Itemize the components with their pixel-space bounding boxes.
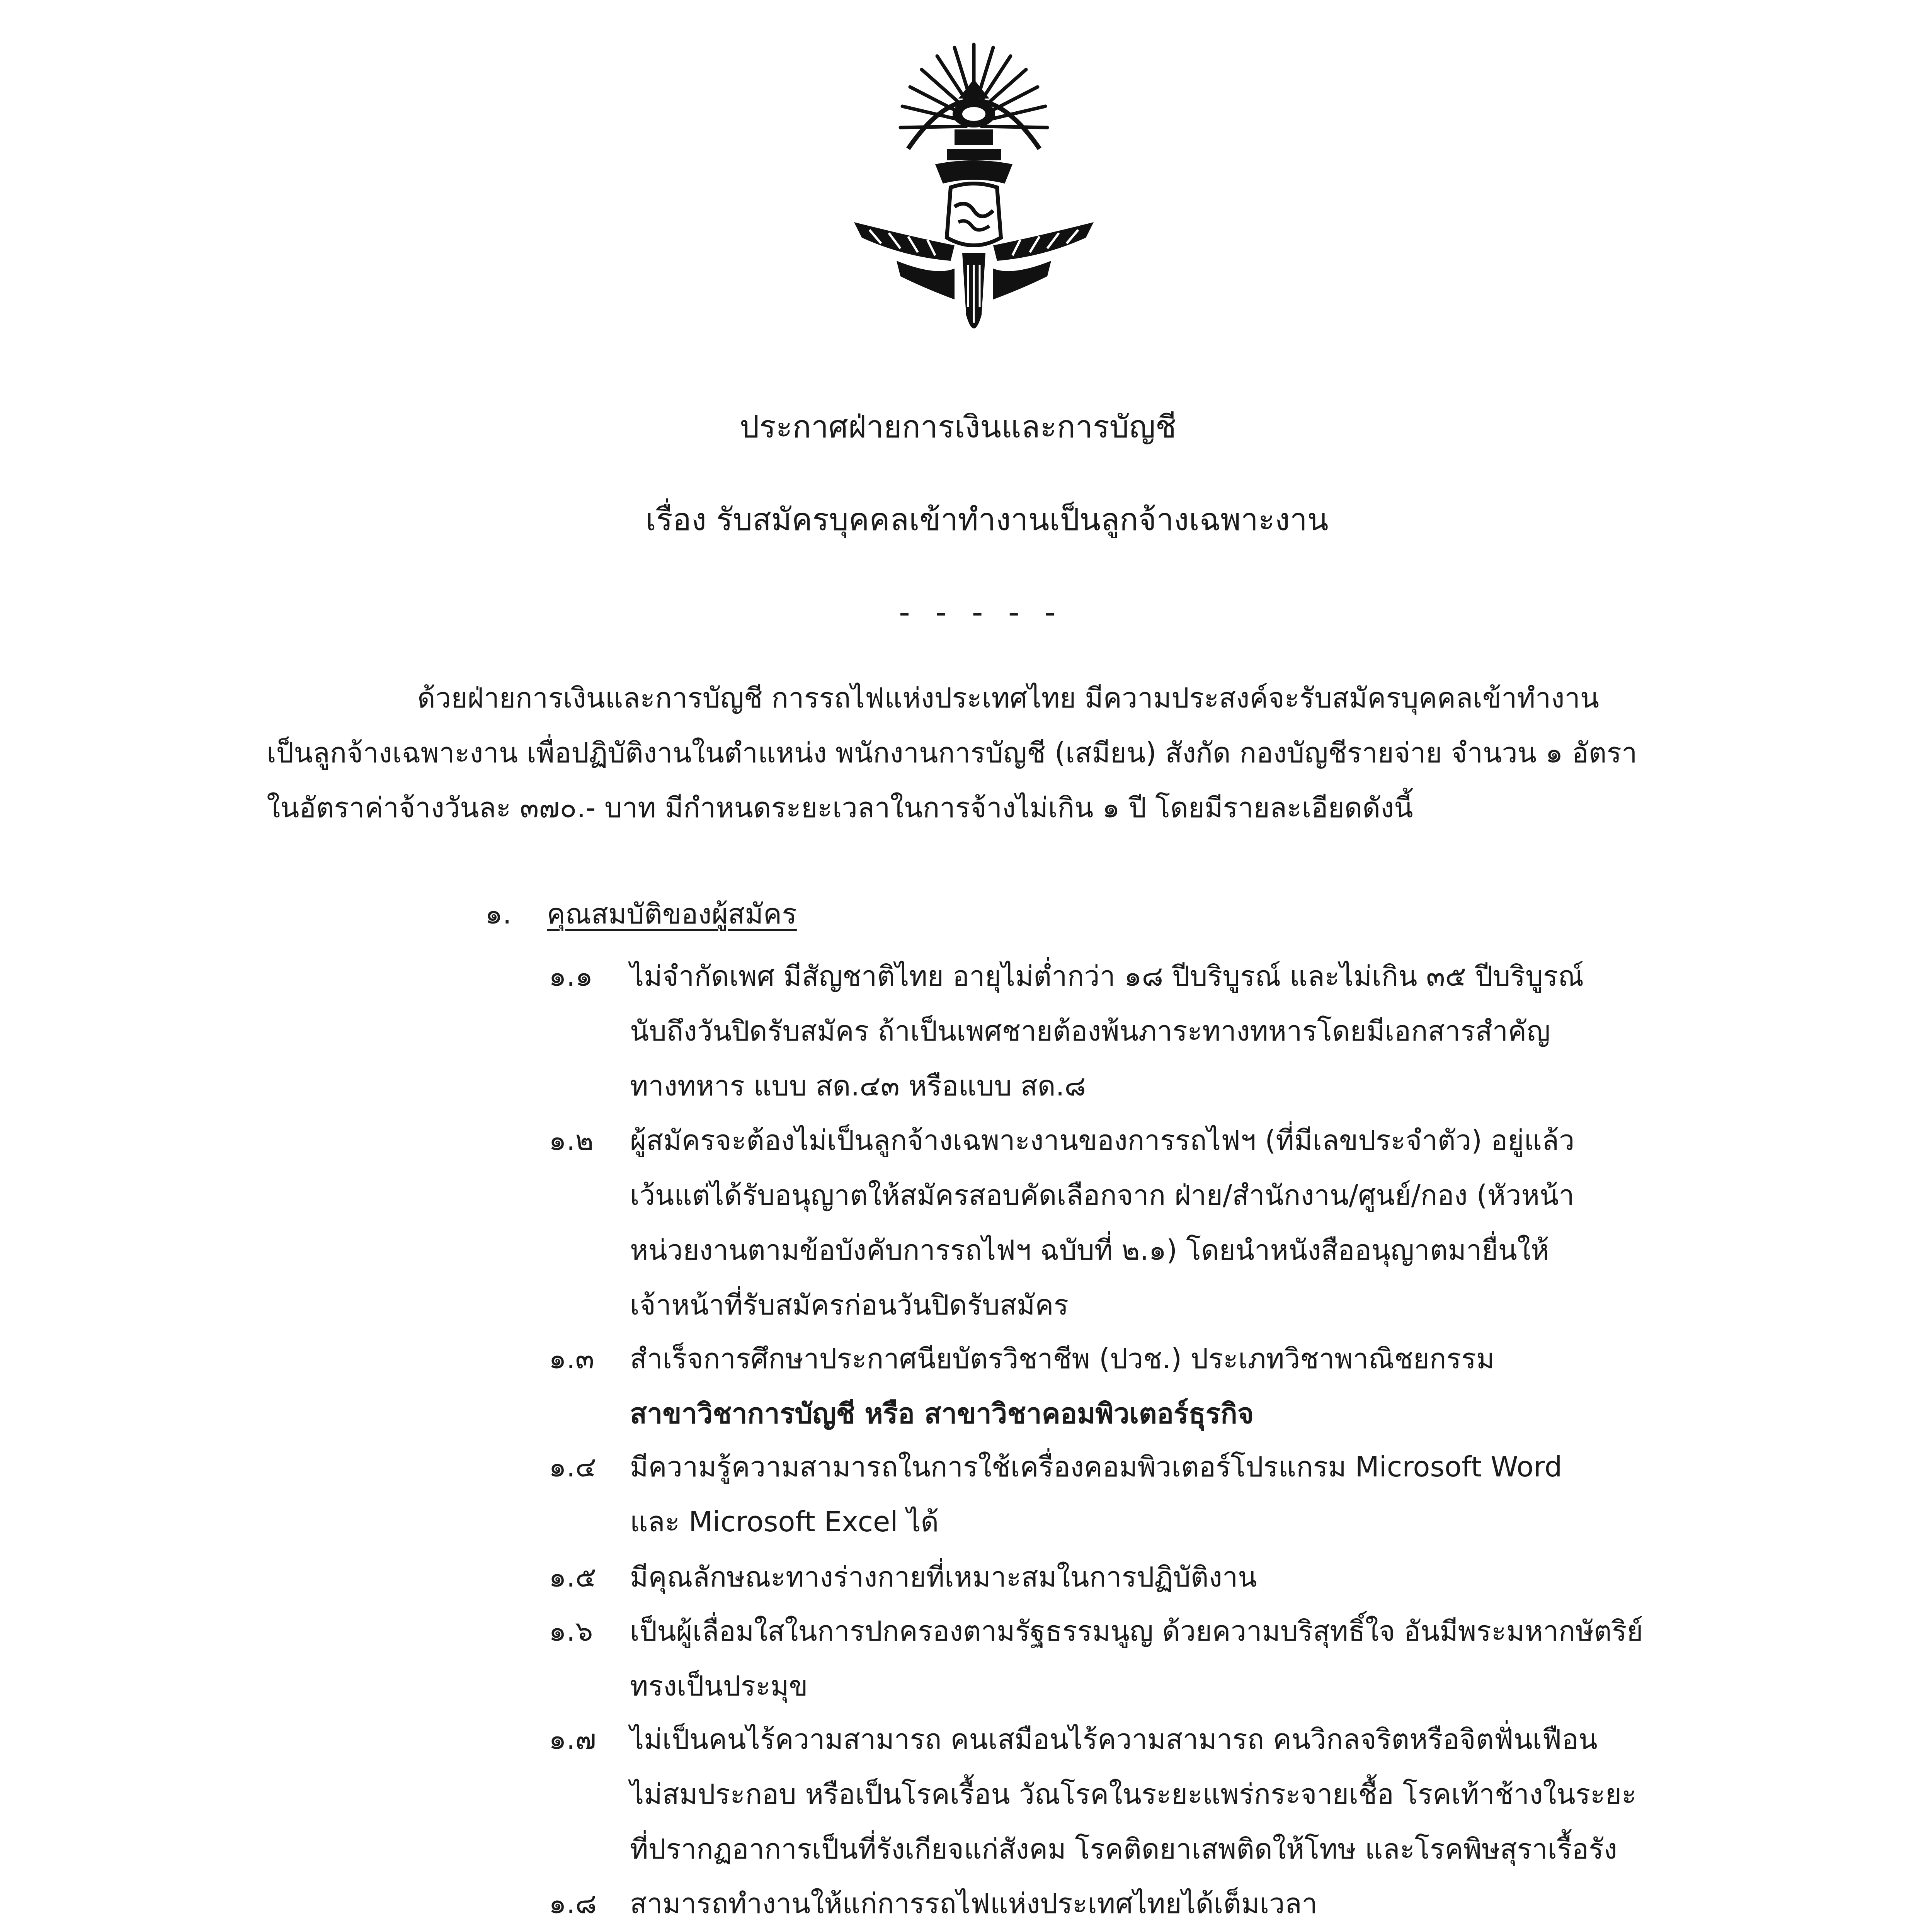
item-number [549, 1930, 596, 1932]
item-number: ๑.๓ [549, 1342, 594, 1375]
intro-paragraph [267, 670, 1774, 835]
item-line: มีความรู้ความสามารถในการใช้เครื่องคอมพิวเตอร์โปรแกรม Microsoft Word [630, 1451, 1562, 1483]
item-line: ผู้สมัครจะต้องไม่เป็นลูกจ้างเฉพาะงานของการรถไฟฯ (ที่มีเลขประจำตัว) อยู่แล้ว [630, 1124, 1575, 1156]
item-number: ๑.๑ [549, 960, 593, 992]
section-number: ๑. [485, 898, 512, 930]
item-line: สำเร็จการศึกษาประกาศนียบัตรวิชาชีพ (ปวช.) ประเภทวิชาพาณิชยกรรม [630, 1342, 1495, 1375]
intro-line: ในอัตราค่าจ้างวันละ ๓๗๐.- บาท มีกำหนดระยะเวลาในการจ้างไม่เกิน ๑ ปี โดยมีรายละเอียดดังนี้ [267, 791, 1413, 824]
intro-line: เป็นลูกจ้างเฉพาะงาน เพื่อปฏิบัติงานในตำแหน่ง พนักงานการบัญชี (เสมียน) สังกัด กองบัญชีรายจ่าย จำนวน ๑ อัตรา [267, 736, 1637, 769]
intro-line: ด้วยฝ่ายการเงินและการบัญชี การรถไฟแห่งประเทศไทย มีความประสงค์จะรับสมัครบุคคลเข้าทำงาน [417, 682, 1600, 714]
railway-emblem-icon [839, 37, 1109, 350]
item-number: ๑.๗ [549, 1723, 596, 1755]
item-number: ๑.๕ [549, 1561, 597, 1593]
item-line: เว้นแต่ได้รับอนุญาตให้สมัครสอบคัดเลือกจาก ฝ่าย/สำนักงาน/ศูนย์/กอง (หัวหน้า [630, 1179, 1574, 1211]
item-line: ไม่จำกัดเพศ มีสัญชาติไทย อายุไม่ต่ำกว่า ๑๘ ปีบริบูรณ์ และไม่เกิน ๓๕ ปีบริบูรณ์ [630, 960, 1584, 992]
item-line [630, 1930, 1334, 1932]
item-line: เป็นผู้เลื่อมใสในการปกครองตามรัฐธรรมนูญ ด้วยความบริสุทธิ์ใจ อันมีพระมหากษัตริย์ [630, 1615, 1643, 1647]
item-line: เจ้าหน้าที่รับสมัครก่อนวันปิดรับสมัคร [630, 1289, 1069, 1321]
item-line: ที่ปรากฏอาการเป็นที่รังเกียจแก่สังคม โรคติดยาเสพติดให้โทษ และโรคพิษสุราเรื้อรัง [630, 1833, 1617, 1865]
item-line: มีคุณลักษณะทางร่างกายที่เหมาะสมในการปฏิบัติงาน [630, 1561, 1257, 1593]
item-line: และ Microsoft Excel ได้ [630, 1505, 939, 1538]
item-line: นับถึงวันปิดรับสมัคร ถ้าเป็นเพศชายต้องพ้นภาระทางทหารโดยมีเอกสารสำคัญ [630, 1015, 1550, 1047]
item-line-bold: สาขาวิชาการบัญชี หรือ สาขาวิชาคอมพิวเตอร์ธุรกิจ [630, 1397, 1254, 1430]
document-subject: เรื่อง รับสมัครบุคคลเข้าทำงานเป็นลูกจ้างเฉพาะงาน [645, 502, 1329, 537]
item-line: ทางทหาร แบบ สด.๔๓ หรือแบบ สด.๘ [630, 1070, 1086, 1102]
separator: - - - - - [898, 594, 1064, 630]
section-heading [485, 891, 797, 937]
document-title: ประกาศฝ่ายการเงินและการบัญชี [739, 409, 1177, 445]
item-number: ๑.๘ [549, 1887, 597, 1920]
item-line: สามารถทำงานให้แก่การรถไฟแห่งประเทศไทยได้เต็มเวลา [630, 1887, 1318, 1920]
item-line: ทรงเป็นประมุข [630, 1670, 808, 1702]
item-number: ๑.๔ [549, 1451, 597, 1483]
item-number: ๑.๒ [549, 1124, 594, 1156]
item-line: หน่วยงานตามข้อบังคับการรถไฟฯ ฉบับที่ ๒.๑) โดยนำหนังสืออนุญาตมายื่นให้ [630, 1234, 1549, 1266]
item-line: ไม่สมประกอบ หรือเป็นโรคเรื้อน วัณโรคในระยะแพร่กระจายเชื้อ โรคเท้าช้างในระยะ [630, 1778, 1637, 1810]
item-line: ไม่เป็นคนไร้ความสามารถ คนเสมือนไร้ความสามารถ คนวิกลจริตหรือจิตฟั่นเฟือน [630, 1723, 1598, 1755]
section-title: คุณสมบัติของผู้สมัคร [547, 898, 797, 930]
item-number: ๑.๖ [549, 1615, 593, 1647]
